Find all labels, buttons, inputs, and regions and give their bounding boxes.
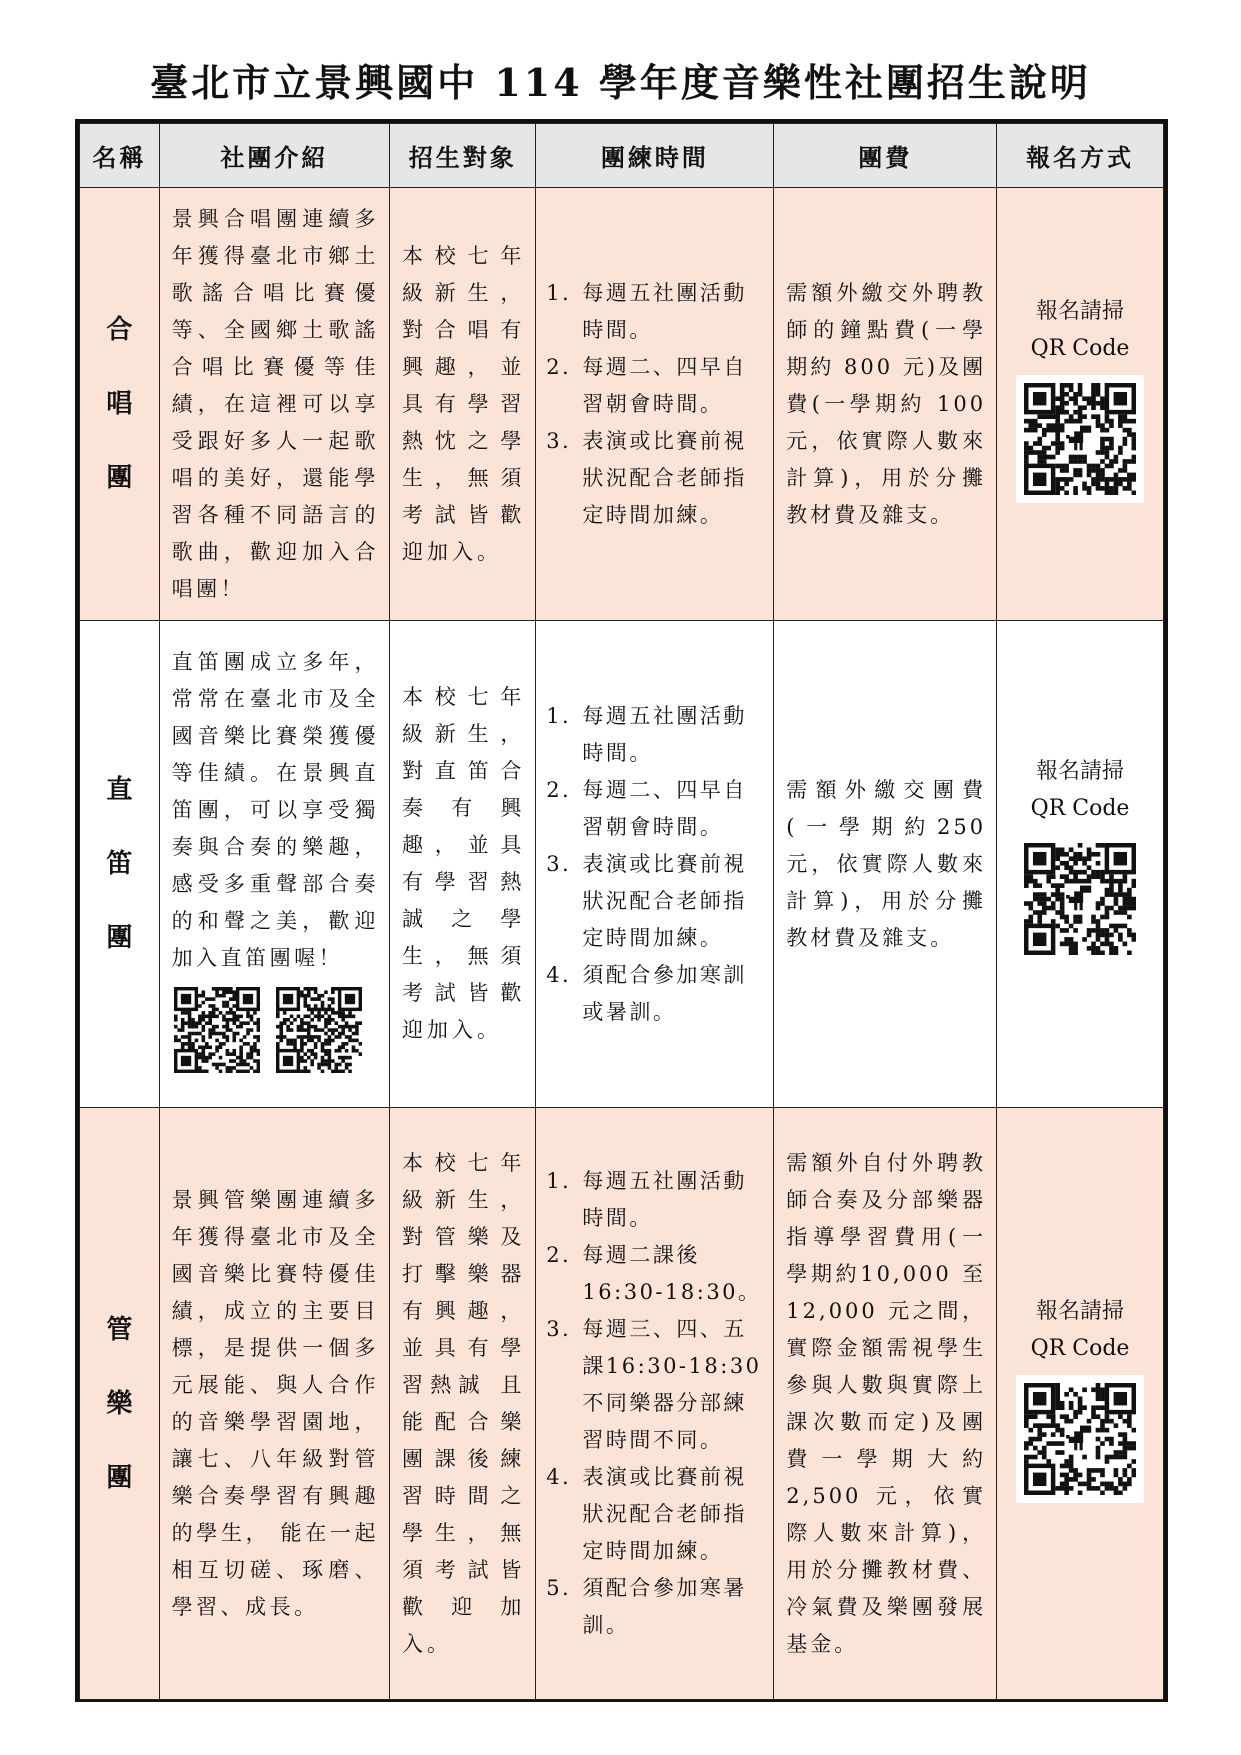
club-fee: 需額外自付外聘教師合奏及分部樂器指導學習費用(一學期約10,000 至 12,000 元之間，實際金額需視學生參與人數與實際上課次數而定)及團費一學期大約 2,500 元，依實際人數來計算)，用於分攤教材費、冷氣費及樂團發展基金。 [774, 1108, 997, 1700]
time-item: 3. 每週三、四、五課16:30-18:30 不同樂器分部練習時間不同。 [580, 1311, 765, 1459]
header-name: 名稱 [80, 124, 160, 188]
qr-code-icon[interactable] [174, 987, 260, 1085]
club-intro: 直笛團成立多年，常常在臺北市及全國音樂比賽榮獲優等佳績。在景興直笛團，可以享受獨奏與合奏的樂趣，感受多重聲部合奏的和聲之美，歡迎加入直笛團喔！ [159, 621, 389, 1108]
club-table [79, 123, 1164, 1700]
club-times [536, 621, 774, 1108]
time-item: 5. 須配合參加寒暑訓。 [580, 1570, 765, 1644]
club-name-recorder: 直 笛 團 [80, 621, 160, 1108]
club-intro: 景興合唱團連續多年獲得臺北市鄉土歌謠合唱比賽優等、全國鄉土歌謠合唱比賽優等佳績，在這裡可以享受跟好多人一起歌唱的美好，還能學習各種不同語言的歌曲，歡迎加入合唱團！ [159, 188, 389, 621]
club-registration [997, 621, 1164, 1108]
time-item: 4. 表演或比賽前視狀況配合老師指定時間加練。 [580, 1459, 765, 1570]
club-row-band [80, 1108, 1164, 1700]
header-time: 團練時間 [536, 124, 774, 188]
page-title: 臺北市立景興國中 114 學年度音樂性社團招生說明 [150, 60, 1091, 105]
time-item: 1. 每週五社團活動時間。 [580, 698, 765, 772]
time-item: 1. 每週五社團活動時間。 [580, 1163, 765, 1237]
registration-label: 報名請掃 [1036, 299, 1125, 324]
header-intro: 社團介紹 [159, 124, 389, 188]
qr-code-label: QR Code [1030, 796, 1130, 821]
qr-code-icon[interactable] [276, 987, 362, 1085]
club-name-choir: 合 唱 團 [80, 188, 160, 621]
club-registration [997, 188, 1164, 621]
qr-code-label: QR Code [1030, 1335, 1130, 1361]
qr-code-icon[interactable] [1016, 835, 1144, 963]
time-item: 1. 每週五社團活動時間。 [580, 275, 765, 349]
club-row-recorder [80, 621, 1164, 1108]
header-registration: 報名方式 [997, 124, 1164, 188]
club-name-band: 管 樂 團 [80, 1108, 160, 1700]
qr-code-icon[interactable] [1016, 375, 1144, 503]
club-target: 本校七年級新生，對直笛合奏有興趣，並具有學習熱誠之學生，無須考試皆歡迎加入。 [390, 621, 536, 1108]
club-times [536, 1108, 774, 1700]
registration-label: 報名請掃 [1036, 759, 1125, 784]
header-row [80, 124, 1164, 188]
club-target: 本校七年級新生，對管樂及打擊樂器 有興趣，並具有學習熱誠 且能配合樂團課後練習時間之學生，無須考試皆歡迎加入。 [390, 1108, 536, 1700]
club-fee: 需額外繳交團費(一學期約250元，依實際人數來計算)，用於分攤教材費及雜支。 [774, 621, 997, 1108]
club-target: 本校七年級新生，對合唱有興趣，並具有學習熱忱之學生，無須考試皆歡迎加入。 [390, 188, 536, 621]
time-item: 3. 表演或比賽前視狀況配合老師指定時間加練。 [580, 423, 765, 534]
time-item: 4. 須配合參加寒訓或暑訓。 [580, 957, 765, 1031]
header-fee: 團費 [774, 124, 997, 188]
time-item: 2. 每週二、四早自習朝會時間。 [580, 349, 765, 423]
club-table-frame [75, 119, 1168, 1702]
qr-code-label: QR Code [1030, 336, 1130, 361]
club-registration [997, 1108, 1164, 1700]
registration-label: 報名請掃 [1036, 1298, 1125, 1324]
time-item: 2. 每週二、四早自習朝會時間。 [580, 772, 765, 846]
club-times [536, 188, 774, 621]
time-item: 2. 每週二課後16:30-18:30。 [580, 1237, 765, 1311]
time-item: 3. 表演或比賽前視狀況配合老師指定時間加練。 [580, 846, 765, 957]
club-intro: 景興管樂團連續多年獲得臺北市及全國音樂比賽特優佳績，成立的主要目標，是提供一個多元展能、與人合作的音樂學習園地，讓七、八年級對管樂合奏學習有興趣的學生， 能在一起相互切磋、琢磨、學習、成長。 [159, 1108, 389, 1700]
qr-code-icon[interactable] [1016, 1375, 1144, 1503]
club-fee: 需額外繳交外聘教師的鐘點費(一學期約 800 元)及團費(一學期約 100 元，依實際人數來計算)，用於分攤教材費及雜支。 [774, 188, 997, 621]
header-target: 招生對象 [390, 124, 536, 188]
club-row-choir [80, 188, 1164, 621]
